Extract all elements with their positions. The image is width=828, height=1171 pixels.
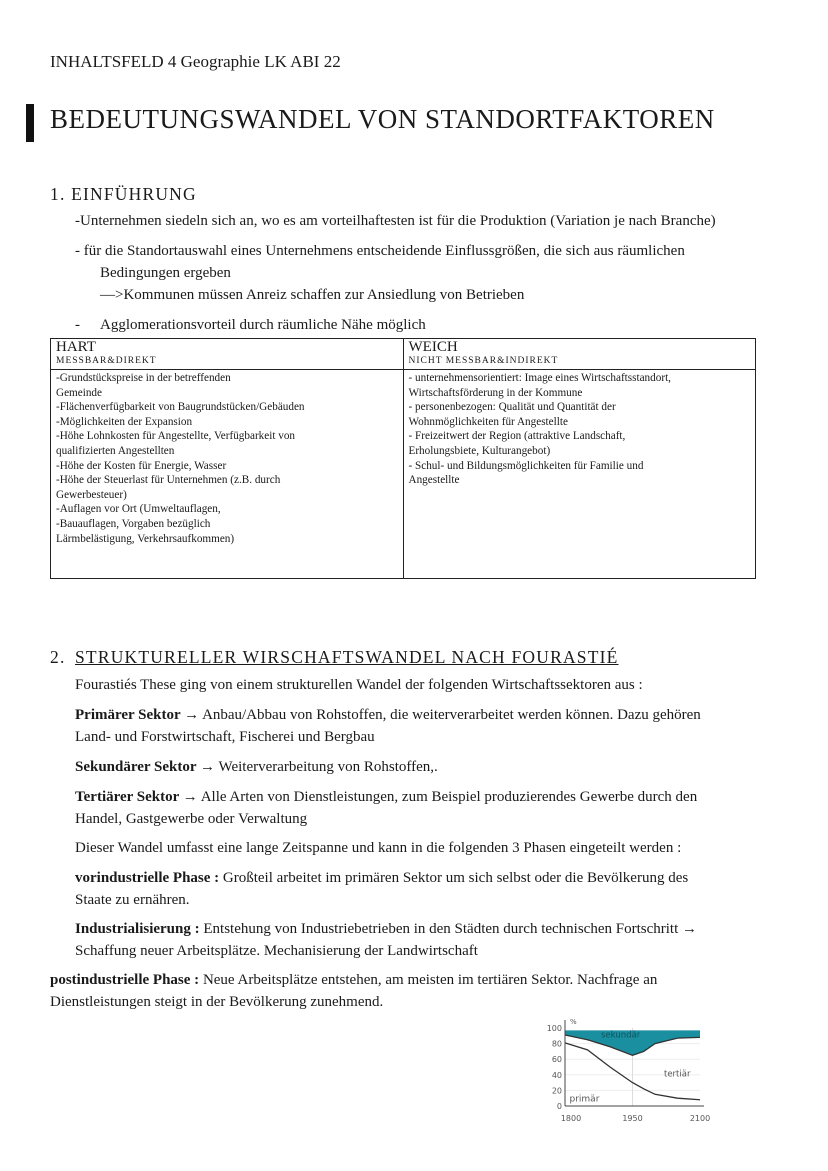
weich-title: WEICH xyxy=(408,339,458,355)
postindustriell-text: Neue Arbeitsplätze entstehen, am meisten im tertiären Sektor. Nachfrage an xyxy=(199,972,658,988)
vorindustriell-line2: Staate zu ernähren. xyxy=(75,892,190,908)
weich-subtitle: NICHT MESSBAR&INDIREKT xyxy=(408,356,559,366)
hart-cell xyxy=(51,370,404,579)
vorindustriell-text: Großteil arbeitet im primären Sektor um sich selbst oder die Bevölkerung des xyxy=(219,870,689,886)
hart-header xyxy=(51,339,404,370)
sekundaer-label: Sekundärer Sektor → xyxy=(75,759,216,775)
y-tick-label: 20 xyxy=(551,1086,562,1096)
y-tick-label: 100 xyxy=(546,1024,562,1033)
sector-chart xyxy=(530,1008,725,1130)
intro-line: - für die Standortauswahl eines Unternehmens entscheidende Einflussgrößen, die sich aus räumlichen xyxy=(75,243,685,259)
industrialisierung-label: Industrialisierung : xyxy=(75,921,200,937)
factor-line: Wohnmöglichkeiten für Angestellte xyxy=(408,415,568,428)
sekundaer-text: Weiterverarbeitung von Rohstoffen,. xyxy=(215,759,438,775)
section2-number: 2. xyxy=(50,647,66,667)
y-tick-label: 40 xyxy=(551,1070,562,1080)
factor-line: -Auflagen vor Ort (Umweltauflagen, xyxy=(56,503,221,516)
factor-line: -Höhe der Kosten für Energie, Wasser xyxy=(56,459,227,472)
sekundaer-line xyxy=(75,759,438,776)
factor-line: - unternehmensorientiert: Image eines Wirtschaftsstandort, xyxy=(408,372,671,384)
x-tick-label: 1800 xyxy=(560,1114,582,1123)
factor-line: - Schul- und Bildungsmöglichkeiten für Familie und xyxy=(408,459,644,472)
section2-heading: STRUKTURELLER WIRSCHAFTSWANDEL NACH FOURASTIÉ xyxy=(75,647,619,667)
factor-line: qualifizierten Angestellten xyxy=(56,444,175,457)
standortfaktoren-table xyxy=(50,338,756,579)
tertiaer-text: Alle Arten von Dienstleistungen, zum Beispiel produzierendes Gewerbe durch den xyxy=(197,789,698,805)
factor-line: - personenbezogen: Qualität und Quantität der xyxy=(408,401,616,414)
primaer-label: Primärer Sektor → xyxy=(75,707,200,723)
primaer-text: Anbau/Abbau von Rohstoffen, die weiterverarbeitet werden können. Dazu gehören xyxy=(199,707,701,723)
factor-line: Erholungsbiete, Kulturangebot) xyxy=(408,444,551,457)
section2-intro: Fourastiés These ging von einem strukturellen Wandel der folgenden Wirtschaftssektoren aus : xyxy=(75,677,643,693)
postindustriell-line2: Dienstleistungen steigt in der Bevölkerung zunehmend. xyxy=(50,994,384,1010)
page-title: BEDEUTUNGSWANDEL VON STANDORTFAKTOREN xyxy=(50,104,715,134)
y-axis-label: % xyxy=(570,1018,577,1026)
vorindustriell-line1 xyxy=(75,870,688,887)
industrialisierung-text: Entstehung von Industriebetrieben in den Städten durch technischen Fortschritt → xyxy=(199,921,697,937)
intro-line: —>Kommunen müssen Anreiz schaffen zur Ansiedlung von Betrieben xyxy=(100,287,525,303)
secondary-label: sekundär xyxy=(601,1030,641,1041)
hart-title: HART xyxy=(56,339,96,355)
y-tick-label: 0 xyxy=(556,1102,562,1111)
factor-line: - Freizeitwert der Region (attraktive Landschaft, xyxy=(408,430,626,443)
factor-line: Wirtschaftsförderung in der Kommune xyxy=(408,386,583,399)
y-tick-label: 80 xyxy=(551,1039,562,1049)
factor-line: -Flächenverfügbarkeit von Baugrundstücken/Gebäuden xyxy=(56,401,305,414)
weich-cell xyxy=(403,370,756,579)
factor-line: Gemeinde xyxy=(56,386,102,399)
factor-line: -Grundstückspreise in der betreffenden xyxy=(56,372,231,384)
intro-line: Bedingungen ergeben xyxy=(100,265,231,281)
vorindustriell-label: vorindustrielle Phase : xyxy=(75,870,220,886)
hart-subtitle: MESSBAR&DIREKT xyxy=(56,356,157,366)
y-tick-label: 60 xyxy=(551,1055,562,1065)
tertiaer-label: Tertiärer Sektor → xyxy=(75,789,198,805)
bullet-dash: - xyxy=(75,317,80,333)
industrialisierung-line1 xyxy=(75,921,697,938)
industrialisierung-line2: Schaffung neuer Arbeitsplätze. Mechanisierung der Landwirtschaft xyxy=(75,943,478,959)
primaer-line1 xyxy=(75,707,701,724)
weich-header xyxy=(403,339,756,370)
factor-line: Angestellte xyxy=(408,474,460,487)
intro-line: Agglomerationsvorteil durch räumliche Nähe möglich xyxy=(100,317,426,333)
postindustriell-label: postindustrielle Phase : xyxy=(50,972,200,988)
section1-heading: 1. EINFÜHRUNG xyxy=(50,184,197,204)
intro-line: -Unternehmen siedeln sich an, wo es am vorteilhaftesten ist für die Produktion (Variation je nach Branche) xyxy=(75,213,716,229)
primaer-line2: Land- und Forstwirtschaft, Fischerei und Bergbau xyxy=(75,729,375,745)
tertiaer-line2: Handel, Gastgewerbe oder Verwaltung xyxy=(75,811,308,827)
factor-line: Gewerbesteuer) xyxy=(56,488,127,501)
tertiary-label: tertiär xyxy=(664,1069,691,1080)
factor-line: Lärmbelästigung, Verkehrsaufkommen) xyxy=(56,532,235,545)
tertiaer-line1 xyxy=(75,789,697,806)
header-text: INHALTSFELD 4 Geographie LK ABI 22 xyxy=(50,52,341,71)
factor-line: -Höhe Lohnkosten für Angestellte, Verfügbarkeit von xyxy=(56,430,296,443)
postindustriell-line1 xyxy=(50,972,657,989)
title-bar xyxy=(26,104,34,142)
factor-line: -Möglichkeiten der Expansion xyxy=(56,415,193,428)
factor-line: -Höhe der Steuerlast für Unternehmen (z.B. durch xyxy=(56,474,281,487)
primary-label: primär xyxy=(569,1094,600,1105)
x-tick-label: 2100 xyxy=(689,1114,711,1123)
x-tick-label: 1950 xyxy=(622,1114,643,1123)
phases-intro: Dieser Wandel umfasst eine lange Zeitspanne und kann in die folgenden 3 Phasen eingeteilt werden : xyxy=(75,840,682,856)
factor-line: -Bauauflagen, Vorgaben bezüglich xyxy=(56,517,211,530)
